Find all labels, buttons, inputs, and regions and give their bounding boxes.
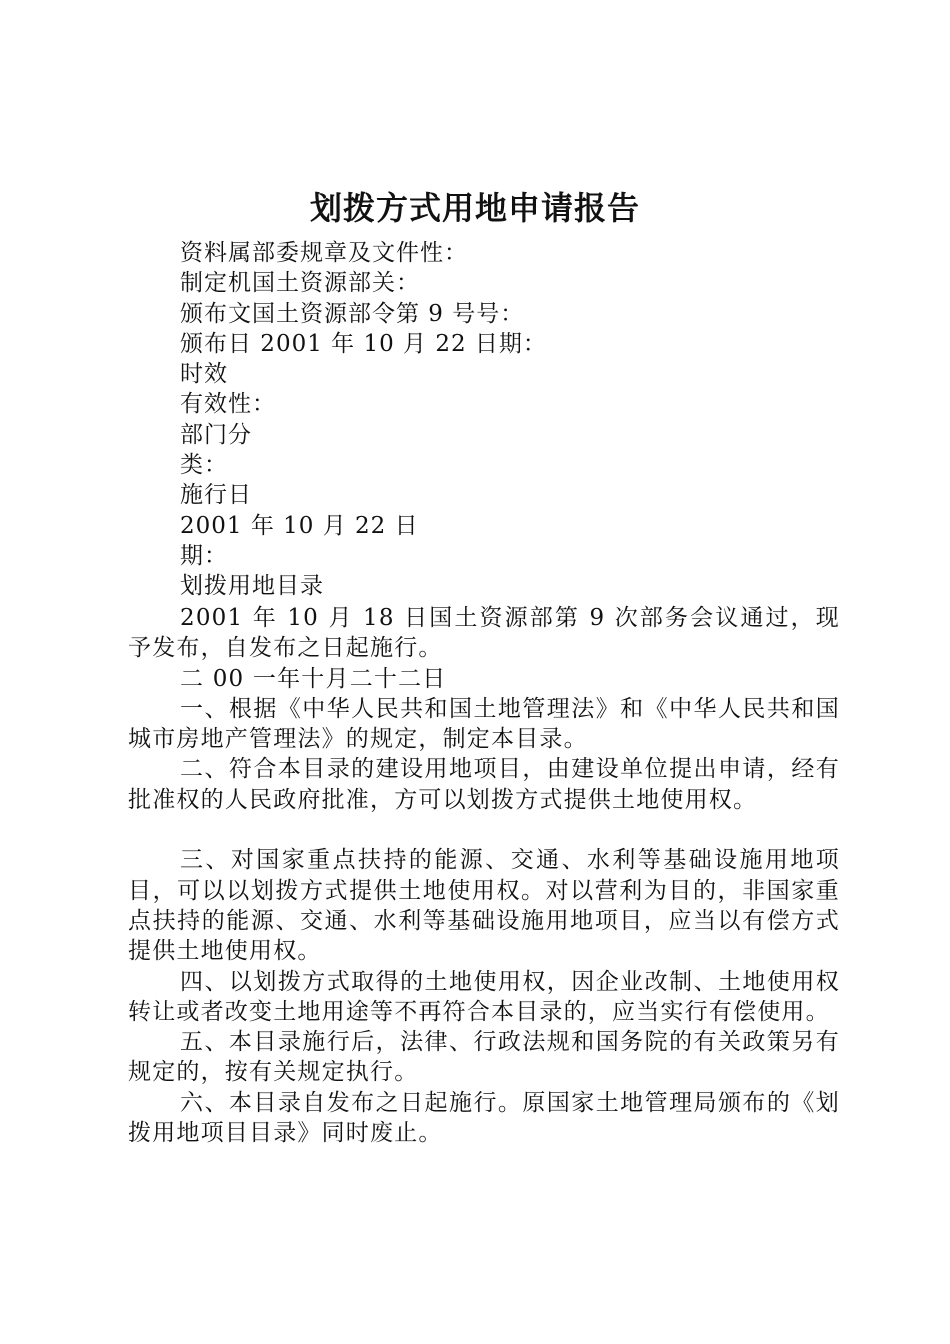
meta-line: 资料属部委规章及文件性：	[180, 240, 468, 266]
paragraph: 三、对国家重点扶持的能源、交通、水利等基础设施用地项目，可以以划拨方式提供土地使用权。对以营利为目的，非国家重点扶持的能源、交通、水利等基础设施用地项目，应当以有偿方式提供土地使用权。	[128, 847, 840, 965]
meta-line: 期：	[180, 542, 228, 569]
paragraph: 2001 年 10 月 18 日国土资源部第 9 次部务会议通过，现予发布，自发布之日起施行。	[128, 605, 840, 662]
meta-line: 2001 年 10 月 22 日	[180, 512, 419, 539]
document-body	[128, 603, 840, 1148]
meta-line: 划拨用地目录	[180, 573, 324, 600]
paragraph: 六、本目录自发布之日起施行。原国家土地管理局颁布的《划拨用地项目目录》同时废止。	[128, 1089, 840, 1147]
meta-line: 颁布文国土资源部令第 9 号号：	[180, 300, 525, 327]
paragraph: 一、根据《中华人民共和国土地管理法》和《中华人民共和国城市房地产管理法》的规定，制定本目录。	[128, 695, 840, 753]
meta-line: 施行日	[180, 482, 252, 509]
meta-line: 部门分	[180, 421, 252, 448]
meta-line: 类：	[180, 452, 228, 479]
meta-line: 制定机国土资源部关：	[180, 270, 420, 297]
document-metadata	[180, 238, 820, 602]
document-title: 划拨方式用地申请报告	[309, 189, 640, 227]
meta-line: 颁布日 2001 年 10 月 22 日期：	[180, 330, 547, 357]
paragraph: 二 00 一年十月二十二日	[180, 665, 447, 692]
meta-line: 有效性：	[180, 391, 276, 418]
paragraph: 五、本目录施行后，法律、行政法规和国务院的有关政策另有规定的，按有关规定执行。	[128, 1029, 840, 1086]
meta-line: 时效	[180, 361, 228, 388]
paragraph: 二、符合本目录的建设用地项目，由建设单位提出申请，经有批准权的人民政府批准，方可以划拨方式提供土地使用权。	[128, 756, 840, 813]
paragraph: 四、以划拨方式取得的土地使用权，因企业改制、土地使用权转让或者改变土地用途等不再符合本目录的，应当实行有偿使用。	[128, 968, 840, 1025]
